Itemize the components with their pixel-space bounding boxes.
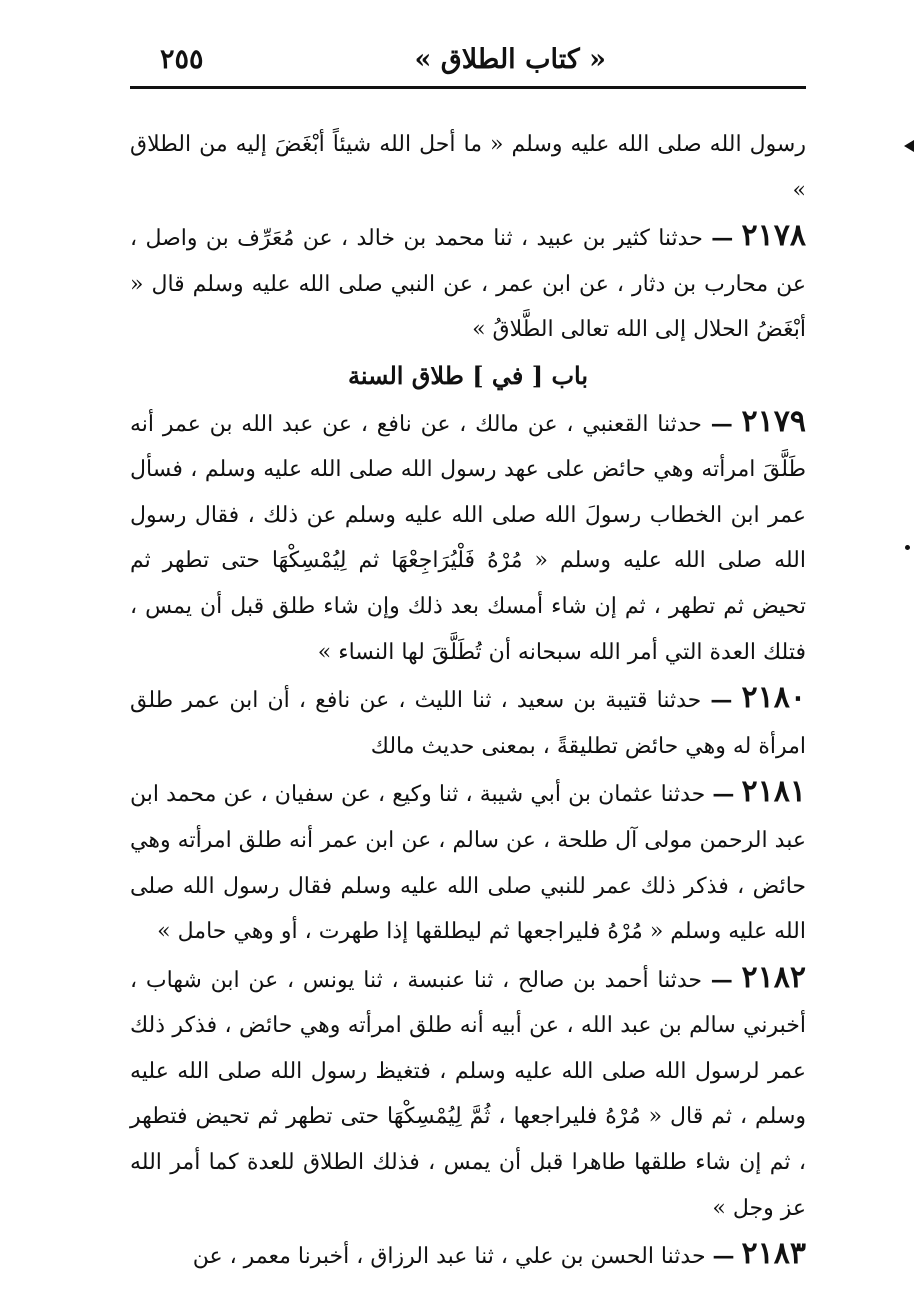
hadith-number: ٢١٨٢ bbox=[741, 959, 806, 995]
dash-separator: — bbox=[711, 225, 734, 252]
hadith-paragraph bbox=[130, 769, 806, 954]
hadith-text: حدثنا القعنبي ، عن مالك ، عن نافع ، عن عبد الله بن عمر أنه طَلَّقَ امرأته وهي حائض على عهد رسول الله صلى الله عليه وسلم ، فسأل عمر ابن الخطاب رسولَ الله صلى الله عليه وسلم عن ذلك ، فقال رسول الله صلى الله عليه وسلم « مُرْهُ فَلْيُرَاجِعْهَا ثم لِيُمْسِكْهَا حتى تطهر ثم تحيض ثم تطهر ، ثم إن شاء أمسك بعد ذلك وإن شاء طلق قبل أن يمس ، فتلك العدة التي أمر الله سبحانه أن تُطَلَّقَ لها النساء » bbox=[130, 411, 806, 665]
hadith-text: حدثنا عثمان بن أبي شيبة ، ثنا وكيع ، عن سفيان ، عن محمد ابن عبد الرحمن مولى آل طلحة ، عن سالم ، عن ابن عمر أنه طلق امرأته وهي حائض ، فذكر ذلك عمر للنبي صلى الله عليه وسلم فقال رسول الله صلى الله عليه وسلم « مُرْهُ فليراجعها ثم ليطلقها إذا طهرت ، أو وهي حامل » bbox=[130, 782, 806, 945]
chapter-heading: باب [ في ] طلاق السنة bbox=[347, 360, 589, 390]
margin-dot-icon bbox=[905, 545, 910, 550]
margin-mark-icon bbox=[904, 140, 914, 152]
hadith-text: حدثنا الحسن بن علي ، ثنا عبد الرزاق ، أخبرنا معمر ، عن bbox=[192, 1244, 706, 1270]
dash-separator: — bbox=[710, 687, 733, 714]
hadith-text: حدثنا قتيبة بن سعيد ، ثنا الليث ، عن نافع ، أن ابن عمر طلق امرأة له وهي حائض تطليقةً ، بمعنى حديث مالك bbox=[130, 688, 806, 759]
hadith-number: ٢١٧٩ bbox=[741, 403, 806, 439]
page-number: ٢٥٥ bbox=[160, 44, 204, 75]
paragraph-text: رسول الله صلى الله عليه وسلم « ما أحل الله شيئاً أبْغَضَ إليه من الطلاق » bbox=[130, 132, 806, 203]
hadith-paragraph bbox=[130, 399, 806, 676]
hadith-text: حدثنا كثير بن عبيد ، ثنا محمد بن خالد ، عن مُعَرِّف بن واصل ، عن محارب بن دثار ، عن ابن عمر ، عن النبي صلى الله عليه وسلم قال « أبْغَضُ الحلال إلى الله تعالى الطَّلاقُ » bbox=[130, 226, 806, 343]
dash-separator: — bbox=[712, 1243, 735, 1270]
header-rule bbox=[130, 86, 806, 89]
dash-separator: — bbox=[712, 781, 735, 808]
dash-separator: — bbox=[710, 966, 733, 993]
hadith-number: ٢١٨٣ bbox=[741, 1236, 806, 1272]
hadith-paragraph bbox=[130, 213, 806, 353]
page-header bbox=[130, 44, 806, 84]
running-title: « كتاب الطلاق » bbox=[414, 44, 606, 75]
hadith-paragraph bbox=[130, 955, 806, 1232]
hadith-number: ٢١٨١ bbox=[741, 774, 806, 810]
hadith-number: ٢١٧٨ bbox=[741, 218, 806, 254]
dash-separator: — bbox=[710, 410, 733, 437]
hadith-paragraph bbox=[130, 1231, 806, 1280]
hadith-text: حدثنا أحمد بن صالح ، ثنا عنبسة ، ثنا يونس ، عن ابن شهاب ، أخبرني سالم بن عبد الله ، عن أبيه أنه طلق امرأته وهي حائض ، فذكر ذلك عمر لرسول الله صلى الله عليه وسلم ، فتغيظ رسول الله صلى الله عليه وسلم ، ثم قال « مُرْهُ فليراجعها ، ثُمَّ لِيُمْسِكْهَا حتى تطهر ثم تحيض فتطهر ، ثم إن شاء طلقها طاهرا قبل أن يمس ، فذلك الطلاق للعدة كما أمر الله عز وجل » bbox=[130, 967, 806, 1221]
page-body bbox=[130, 122, 806, 1280]
paragraph-continued bbox=[130, 122, 806, 213]
hadith-number: ٢١٨٠ bbox=[741, 680, 806, 716]
hadith-paragraph bbox=[130, 675, 806, 769]
